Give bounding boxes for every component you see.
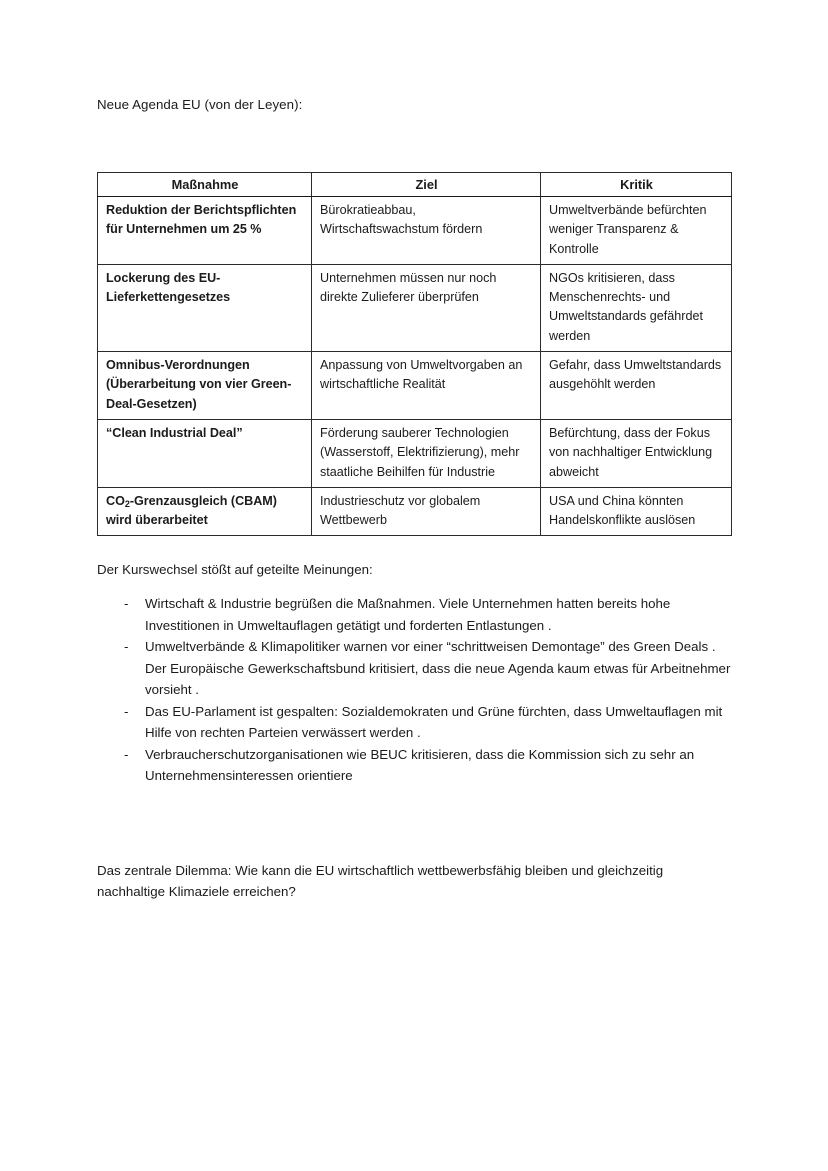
measure-text-subscript: 2	[124, 499, 130, 510]
list-item	[97, 593, 737, 636]
document-body	[97, 96, 737, 903]
cell-critique: Gefahr, dass Umweltstandards ausgehöhlt werden	[541, 352, 732, 420]
cell-critique: USA und China könnten Handelskonflikte auslösen	[541, 487, 732, 536]
measure-text: Omnibus-Verordnungen (Überarbeitung von vier Green-Deal-Gesetzen)	[106, 358, 292, 411]
cell-critique: NGOs kritisieren, dass Menschenrechts- und Umweltstandards gefährdet werden	[541, 264, 732, 351]
list-bullet-marker: -	[124, 596, 129, 612]
column-header-massnahme: Maßnahme	[98, 173, 312, 197]
cell-goal: Anpassung von Umweltvorgaben an wirtschaftliche Realität	[312, 352, 541, 420]
list-bullet-marker: -	[124, 639, 129, 655]
cell-critique: Befürchtung, dass der Fokus von nachhaltiger Entwicklung abweicht	[541, 419, 732, 487]
cell-measure	[98, 487, 312, 536]
measure-text: Reduktion der Berichtspflichten für Unternehmen um 25 %	[106, 203, 297, 237]
list-item	[97, 744, 737, 787]
cell-goal: Bürokratieabbau, Wirtschaftswachstum fördern	[312, 197, 541, 265]
cell-goal: Unternehmen müssen nur noch direkte Zulieferer überprüfen	[312, 264, 541, 351]
table-row	[98, 419, 732, 487]
cell-measure	[98, 197, 312, 265]
list-item	[97, 701, 737, 744]
list-bullet-marker: -	[124, 703, 129, 719]
opinions-list	[97, 593, 737, 787]
table-row	[98, 197, 732, 265]
closing-paragraph: Das zentrale Dilemma: Wie kann die EU wirtschaftlich wettbewerbsfähig bleiben und gleichzeitig nachhaltige Klimaziele erreichen?	[97, 862, 664, 900]
cell-measure	[98, 264, 312, 351]
list-item-text: Verbraucherschutzorganisationen wie BEUC kritisieren, dass die Kommission sich zu sehr an Unternehmensinteressen orientiere	[145, 746, 695, 784]
cell-goal: Förderung sauberer Technologien (Wasserstoff, Elektrifizierung), mehr staatliche Beihilfen für Industrie	[312, 419, 541, 487]
table-header	[98, 173, 732, 197]
measure-text-suffix: -Grenzausgleich (CBAM) wird überarbeitet	[106, 493, 277, 528]
table-body	[98, 197, 732, 536]
cell-measure	[98, 352, 312, 420]
table-row	[98, 352, 732, 420]
list-item	[97, 636, 737, 701]
measure-text-prefix: CO	[106, 493, 125, 508]
list-item-text: Wirtschaft & Industrie begrüßen die Maßnahmen. Viele Unternehmen hatten bereits hohe Investitionen in Umweltauflagen getätigt und forderten Entlastungen .	[145, 596, 671, 633]
list-bullet-marker: -	[124, 746, 129, 762]
lead-paragraph: Der Kurswechsel stößt auf geteilte Meinungen:	[97, 562, 373, 578]
list-item-text: Das EU-Parlament ist gespalten: Sozialdemokraten und Grüne fürchten, dass Umweltauflagen mit Hilfe von rechten Parteien verwässert werden .	[145, 703, 723, 741]
column-header-kritik: Kritik	[541, 173, 732, 197]
table-row	[98, 487, 732, 536]
intro-heading: Neue Agenda EU (von der Leyen):	[97, 97, 303, 112]
measures-table	[97, 172, 732, 536]
list-item-text: Umweltverbände & Klimapolitiker warnen vor einer “schrittweisen Demontage” des Green Deals . Der Europäische Gewerkschaftsbund kritisiert, dass die neue Agenda kaum etwas für Arbeitnehmer vorsieht .	[145, 639, 731, 698]
column-header-ziel: Ziel	[312, 173, 541, 197]
cell-critique: Umweltverbände befürchten weniger Transparenz & Kontrolle	[541, 197, 732, 265]
cell-measure	[98, 419, 312, 487]
table-row	[98, 264, 732, 351]
cell-goal: Industrieschutz vor globalem Wettbewerb	[312, 487, 541, 536]
table-header-row	[98, 173, 732, 197]
measure-text: “Clean Industrial Deal”	[106, 425, 243, 440]
measure-text: Lockerung des EU-Lieferkettengesetzes	[106, 270, 231, 305]
